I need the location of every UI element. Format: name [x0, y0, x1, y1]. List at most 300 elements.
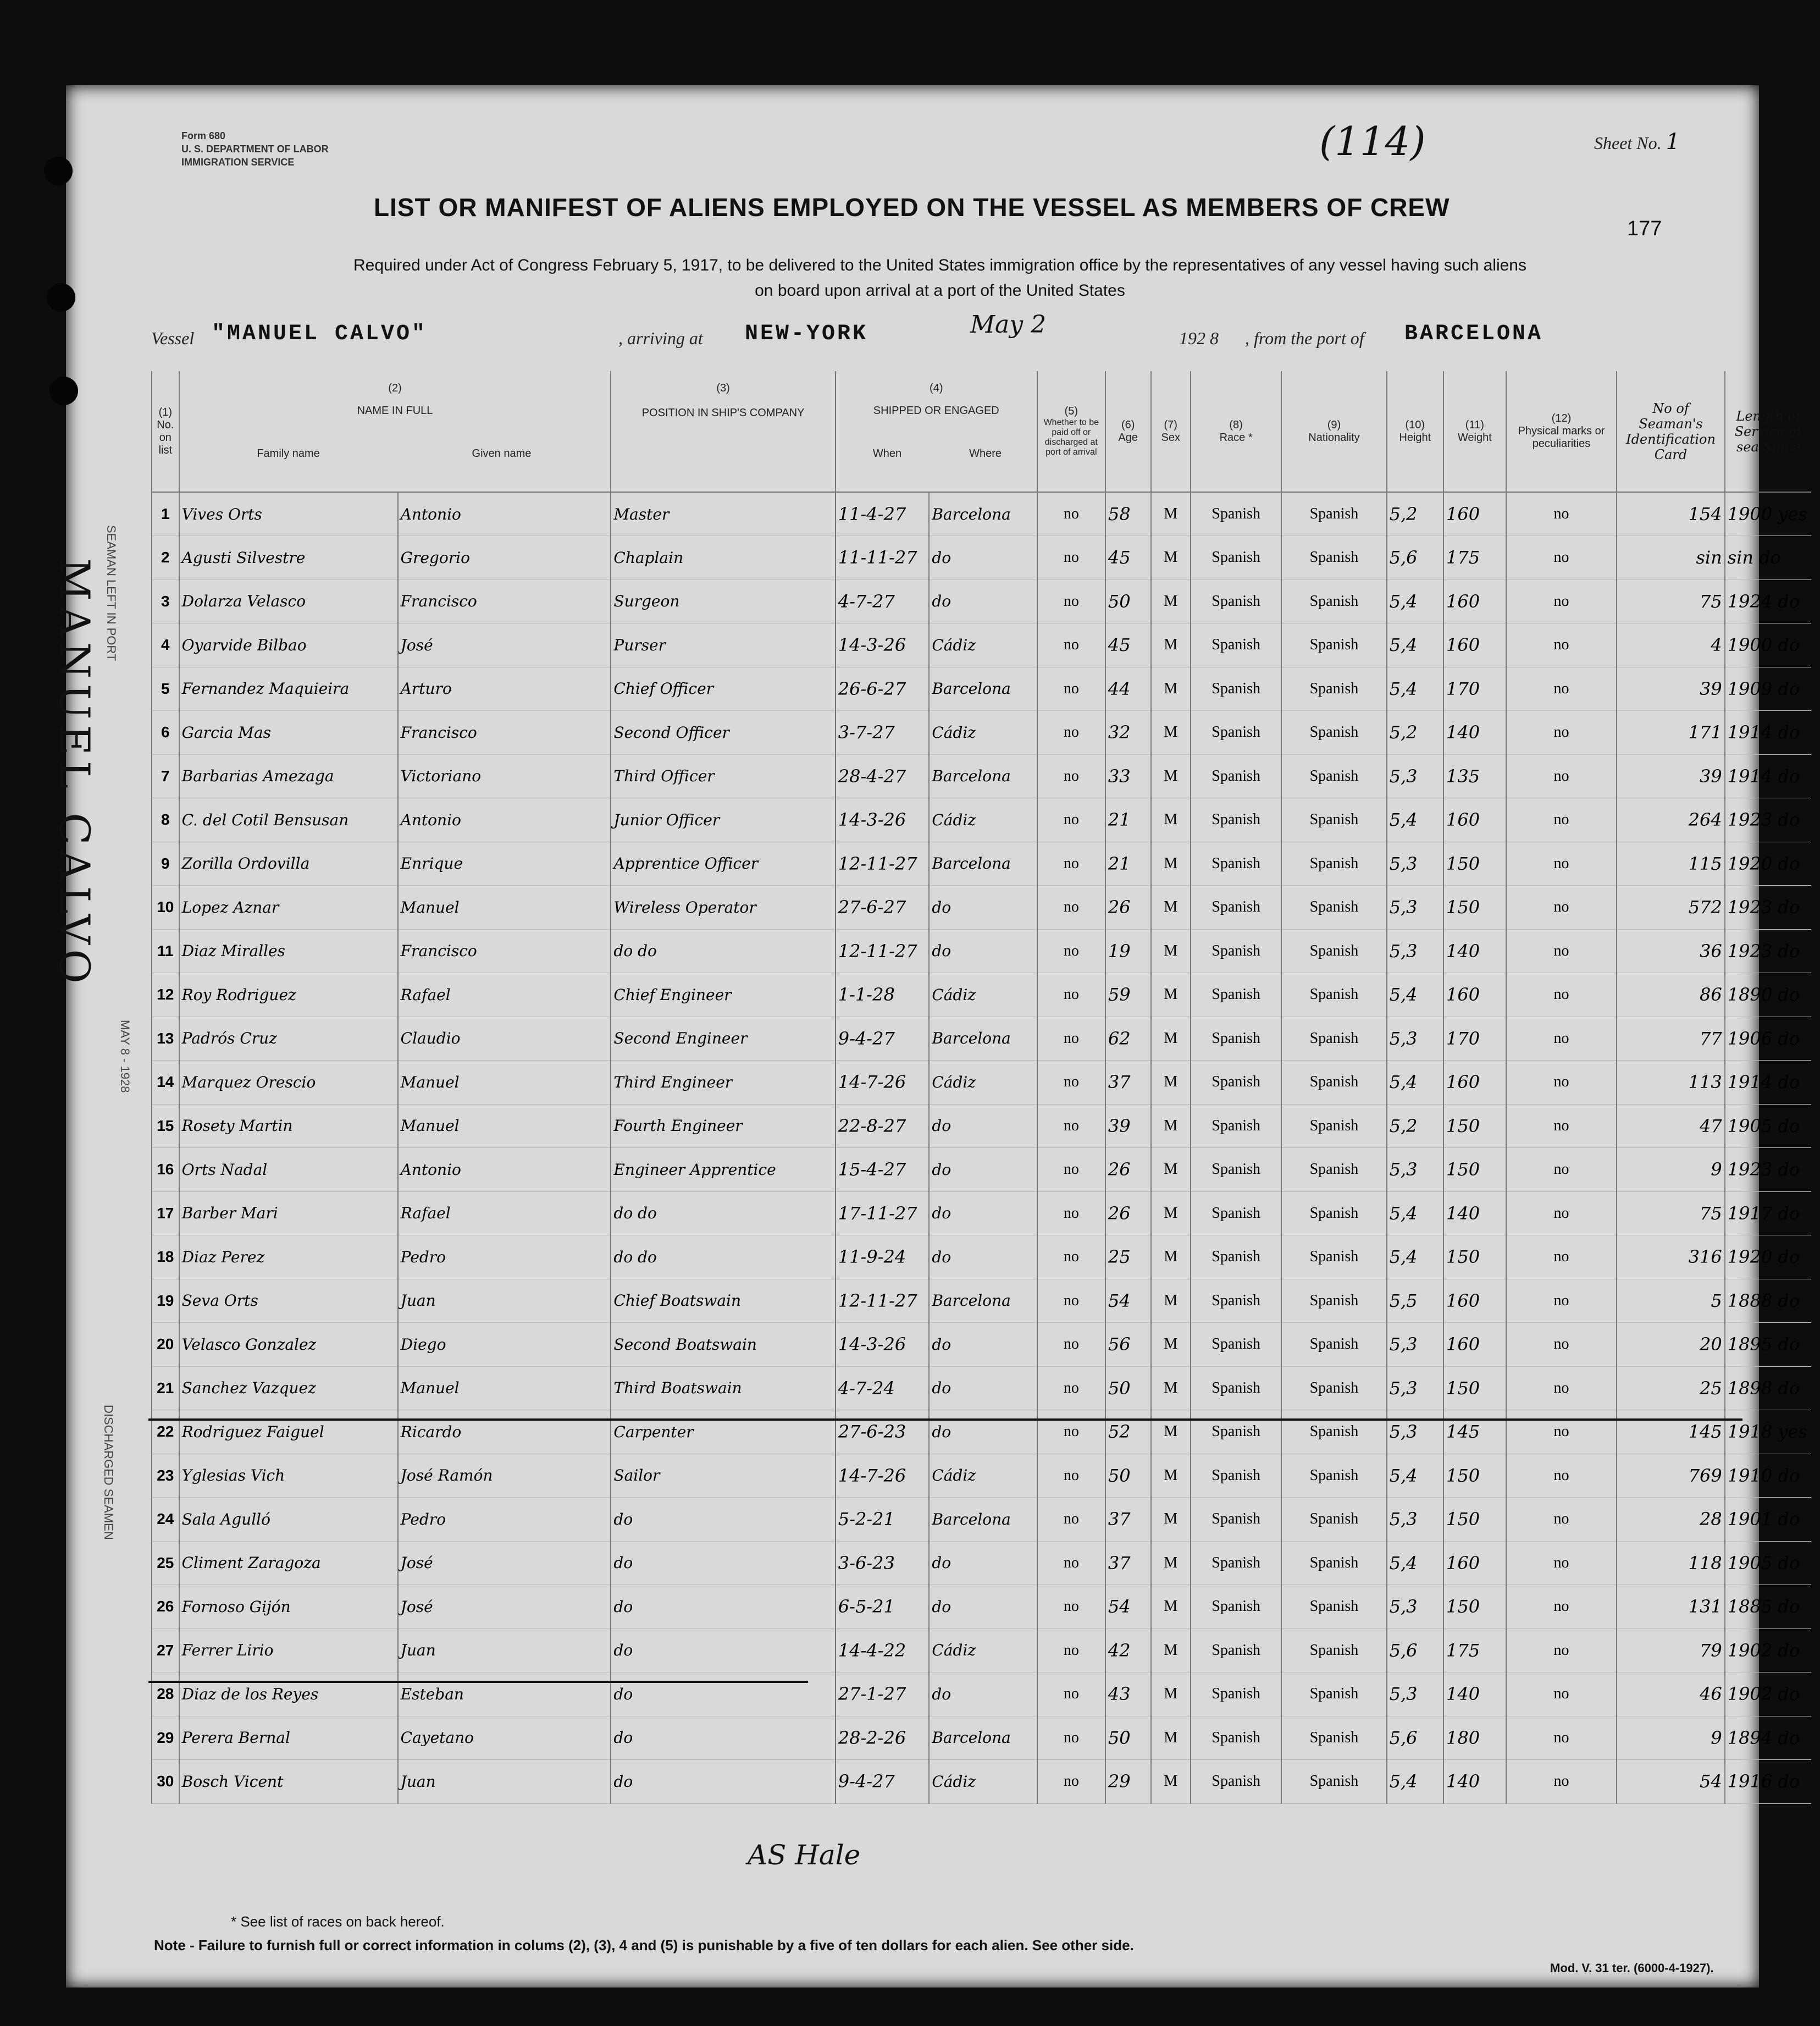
- height-cell: 5,3: [1387, 1585, 1443, 1629]
- origin-port: BARCELONA: [1404, 322, 1544, 346]
- age-cell: 42: [1105, 1628, 1151, 1672]
- position-cell: Chief Engineer: [611, 973, 835, 1017]
- footer-note-label: Note: [154, 1937, 186, 1953]
- binder-hole: [44, 157, 73, 185]
- height-cell: 5,3: [1387, 1410, 1443, 1454]
- height-cell: 5,4: [1387, 1061, 1443, 1105]
- sex-cell: M: [1151, 1672, 1191, 1716]
- family-name-cell: Marquez Orescio: [179, 1061, 398, 1105]
- family-name-cell: Ferrer Lirio: [179, 1628, 398, 1672]
- service-since-cell: 1888 do: [1725, 1279, 1811, 1323]
- id-card-number-cell: 9: [1617, 1148, 1724, 1192]
- age-cell: 33: [1105, 754, 1151, 798]
- physical-marks-cell: no: [1506, 711, 1617, 755]
- stamp-number: 177: [1627, 217, 1662, 240]
- position-cell: Third Officer: [611, 754, 835, 798]
- row-number-cell: 3: [152, 579, 179, 623]
- race-cell: Spanish: [1191, 842, 1281, 886]
- position-cell: Second Officer: [611, 711, 835, 755]
- age-cell: 39: [1105, 1104, 1151, 1148]
- table-row: [152, 623, 1811, 667]
- paid-off-cell: no: [1037, 1323, 1105, 1367]
- shipped-where-cell: Cádiz: [929, 798, 1037, 842]
- age-cell: 59: [1105, 973, 1151, 1017]
- age-cell: 52: [1105, 1410, 1151, 1454]
- nationality-cell: Spanish: [1281, 667, 1386, 711]
- service-since-cell: 1923 do: [1725, 798, 1811, 842]
- shipped-when-cell: 17-11-27: [836, 1191, 930, 1235]
- table-row: [152, 492, 1811, 536]
- nationality-cell: Spanish: [1281, 1498, 1386, 1542]
- row-number-cell: 28: [152, 1672, 179, 1716]
- height-cell: 5,4: [1387, 798, 1443, 842]
- shipped-when-cell: 28-2-26: [836, 1716, 930, 1760]
- sex-cell: M: [1151, 1454, 1191, 1498]
- id-card-number-cell: 5: [1617, 1279, 1724, 1323]
- shipped-where-cell: Cádiz: [929, 711, 1037, 755]
- family-name-cell: Fornoso Gijón: [179, 1585, 398, 1629]
- arrival-date: May 2: [970, 311, 1047, 339]
- table-row: [152, 667, 1811, 711]
- physical-marks-cell: no: [1506, 579, 1617, 623]
- age-cell: 54: [1105, 1279, 1151, 1323]
- shipped-when-cell: 9-4-27: [836, 1017, 930, 1061]
- age-cell: 25: [1105, 1235, 1151, 1279]
- nationality-cell: Spanish: [1281, 973, 1386, 1017]
- race-cell: Spanish: [1191, 1585, 1281, 1629]
- family-name-cell: Climent Zaragoza: [179, 1541, 398, 1585]
- table-row: [152, 798, 1811, 842]
- age-cell: 50: [1105, 1454, 1151, 1498]
- sex-cell: M: [1151, 842, 1191, 886]
- sex-cell: M: [1151, 973, 1191, 1017]
- nationality-cell: Spanish: [1281, 886, 1386, 930]
- paid-off-cell: no: [1037, 754, 1105, 798]
- position-cell: do do: [611, 1191, 835, 1235]
- service-since-cell: 1923 do: [1725, 1148, 1811, 1192]
- id-card-number-cell: 316: [1617, 1235, 1724, 1279]
- service-since-cell: 1902 do: [1725, 1672, 1811, 1716]
- service-since-cell: 1905 do: [1725, 1104, 1811, 1148]
- physical-marks-cell: no: [1506, 1323, 1617, 1367]
- physical-marks-cell: no: [1506, 929, 1617, 973]
- footer-note-races: * See list of races on back hereof.: [231, 1913, 445, 1930]
- shipped-when-cell: 14-7-26: [836, 1061, 930, 1105]
- strike-line: [148, 1418, 1742, 1421]
- service-since-cell: sin do: [1725, 536, 1811, 580]
- height-cell: 5,4: [1387, 1760, 1443, 1804]
- paid-off-cell: no: [1037, 1454, 1105, 1498]
- nationality-cell: Spanish: [1281, 623, 1386, 667]
- given-name-cell: Cayetano: [398, 1716, 611, 1760]
- table-row: [152, 1148, 1811, 1192]
- family-name-cell: Perera Bernal: [179, 1716, 398, 1760]
- id-card-number-cell: 47: [1617, 1104, 1724, 1148]
- sex-cell: M: [1151, 1585, 1191, 1629]
- race-cell: Spanish: [1191, 1498, 1281, 1542]
- position-cell: Junior Officer: [611, 798, 835, 842]
- nationality-cell: Spanish: [1281, 1104, 1386, 1148]
- id-card-number-cell: 264: [1617, 798, 1724, 842]
- shipped-where-cell: do: [929, 1585, 1037, 1629]
- paid-off-cell: no: [1037, 1235, 1105, 1279]
- family-name-cell: Sanchez Vazquez: [179, 1366, 398, 1410]
- family-name-cell: Rosety Martin: [179, 1104, 398, 1148]
- given-name-cell: Arturo: [398, 667, 611, 711]
- position-cell: Chief Boatswain: [611, 1279, 835, 1323]
- race-cell: Spanish: [1191, 492, 1281, 536]
- nationality-cell: Spanish: [1281, 1148, 1386, 1192]
- footer-note: [154, 1937, 1134, 1954]
- row-number-cell: 13: [152, 1017, 179, 1061]
- table-row: [152, 1366, 1811, 1410]
- age-cell: 26: [1105, 1191, 1151, 1235]
- physical-marks-cell: no: [1506, 1279, 1617, 1323]
- age-cell: 37: [1105, 1061, 1151, 1105]
- weight-cell: 160: [1443, 492, 1506, 536]
- row-number-cell: 24: [152, 1498, 179, 1542]
- table-row: [152, 754, 1811, 798]
- id-card-number-cell: 39: [1617, 667, 1724, 711]
- service-since-cell: 1885 do: [1725, 1585, 1811, 1629]
- age-cell: 50: [1105, 1366, 1151, 1410]
- row-number-cell: 12: [152, 973, 179, 1017]
- shipped-where-cell: Barcelona: [929, 842, 1037, 886]
- sex-cell: M: [1151, 1323, 1191, 1367]
- race-cell: Spanish: [1191, 798, 1281, 842]
- header-height: (10) Height: [1387, 371, 1443, 492]
- given-name-cell: Victoriano: [398, 754, 611, 798]
- given-name-cell: Diego: [398, 1323, 611, 1367]
- family-name-cell: Bosch Vicent: [179, 1760, 398, 1804]
- id-card-number-cell: 39: [1617, 754, 1724, 798]
- weight-cell: 170: [1443, 667, 1506, 711]
- family-name-cell: Diaz Perez: [179, 1235, 398, 1279]
- service-since-cell: 1898 do: [1725, 1366, 1811, 1410]
- shipped-when-cell: 26-6-27: [836, 667, 930, 711]
- height-cell: 5,3: [1387, 1323, 1443, 1367]
- given-name-cell: Manuel: [398, 1104, 611, 1148]
- header-position: (3) POSITION IN SHIP'S COMPANY: [611, 371, 835, 492]
- height-cell: 5,3: [1387, 1148, 1443, 1192]
- crew-table: [151, 371, 1811, 1804]
- id-card-number-cell: 75: [1617, 579, 1724, 623]
- weight-cell: 180: [1443, 1716, 1506, 1760]
- physical-marks-cell: no: [1506, 1541, 1617, 1585]
- shipped-when-cell: 3-7-27: [836, 711, 930, 755]
- nationality-cell: Spanish: [1281, 1716, 1386, 1760]
- given-name-cell: Manuel: [398, 886, 611, 930]
- sex-cell: M: [1151, 1541, 1191, 1585]
- nationality-cell: Spanish: [1281, 1760, 1386, 1804]
- paid-off-cell: no: [1037, 1191, 1105, 1235]
- nationality-cell: Spanish: [1281, 1279, 1386, 1323]
- row-number-cell: 15: [152, 1104, 179, 1148]
- height-cell: 5,4: [1387, 667, 1443, 711]
- height-cell: 5,2: [1387, 1104, 1443, 1148]
- service-since-cell: 1914 do: [1725, 754, 1811, 798]
- given-name-cell: José: [398, 623, 611, 667]
- physical-marks-cell: no: [1506, 536, 1617, 580]
- table-row: [152, 842, 1811, 886]
- subtitle: [176, 253, 1704, 303]
- arrival-year: 192 8: [1179, 328, 1219, 348]
- shipped-when-cell: 27-1-27: [836, 1672, 930, 1716]
- position-cell: do: [611, 1498, 835, 1542]
- position-cell: Carpenter: [611, 1410, 835, 1454]
- service-since-cell: 1923 do: [1725, 929, 1811, 973]
- id-card-number-cell: 572: [1617, 886, 1724, 930]
- nationality-cell: Spanish: [1281, 929, 1386, 973]
- row-number-cell: 9: [152, 842, 179, 886]
- header-when: When: [872, 448, 902, 460]
- paid-off-cell: no: [1037, 1628, 1105, 1672]
- position-cell: Third Boatswain: [611, 1366, 835, 1410]
- position-cell: Second Engineer: [611, 1017, 835, 1061]
- given-name-cell: Manuel: [398, 1061, 611, 1105]
- nationality-cell: Spanish: [1281, 754, 1386, 798]
- table-row: [152, 1541, 1811, 1585]
- family-name-cell: Vives Orts: [179, 492, 398, 536]
- shipped-where-cell: do: [929, 1672, 1037, 1716]
- shipped-when-cell: 4-7-27: [836, 579, 930, 623]
- physical-marks-cell: no: [1506, 623, 1617, 667]
- race-cell: Spanish: [1191, 711, 1281, 755]
- row-number-cell: 25: [152, 1541, 179, 1585]
- arriving-label: , arriving at: [618, 328, 703, 348]
- vessel-line: [151, 311, 1745, 355]
- shipped-where-cell: Barcelona: [929, 1017, 1037, 1061]
- given-name-cell: Antonio: [398, 492, 611, 536]
- binder-hole: [49, 377, 78, 405]
- physical-marks-cell: no: [1506, 1716, 1617, 1760]
- weight-cell: 150: [1443, 1498, 1506, 1542]
- race-cell: Spanish: [1191, 1716, 1281, 1760]
- height-cell: 5,3: [1387, 842, 1443, 886]
- paid-off-cell: no: [1037, 536, 1105, 580]
- family-name-cell: Sala Agulló: [179, 1498, 398, 1542]
- race-cell: Spanish: [1191, 1235, 1281, 1279]
- strike-line: [148, 1681, 808, 1683]
- race-cell: Spanish: [1191, 1323, 1281, 1367]
- row-number-cell: 19: [152, 1279, 179, 1323]
- service-since-cell: 1894 do: [1725, 1716, 1811, 1760]
- nationality-cell: Spanish: [1281, 842, 1386, 886]
- position-cell: do: [611, 1760, 835, 1804]
- paid-off-cell: no: [1037, 1061, 1105, 1105]
- weight-cell: 175: [1443, 536, 1506, 580]
- weight-cell: 160: [1443, 623, 1506, 667]
- physical-marks-cell: no: [1506, 667, 1617, 711]
- shipped-where-cell: Barcelona: [929, 667, 1037, 711]
- age-cell: 37: [1105, 1498, 1151, 1542]
- nationality-cell: Spanish: [1281, 1235, 1386, 1279]
- race-cell: Spanish: [1191, 1061, 1281, 1105]
- header-marks: (12) Physical marks or peculiarities: [1506, 371, 1617, 492]
- given-name-cell: Juan: [398, 1760, 611, 1804]
- paid-off-cell: no: [1037, 579, 1105, 623]
- arrival-port: NEW-YORK: [745, 322, 868, 346]
- footer-note-text: - Failure to furnish full or correct information in colums (2), (3), 4 and (5) is punishable by a five of ten dollars for each alien. See other side.: [190, 1937, 1134, 1953]
- sex-cell: M: [1151, 1498, 1191, 1542]
- paid-off-cell: no: [1037, 886, 1105, 930]
- paid-off-cell: no: [1037, 667, 1105, 711]
- weight-cell: 140: [1443, 1760, 1506, 1804]
- table-row: [152, 1104, 1811, 1148]
- height-cell: 5,6: [1387, 1716, 1443, 1760]
- age-cell: 29: [1105, 1760, 1151, 1804]
- race-cell: Spanish: [1191, 1017, 1281, 1061]
- physical-marks-cell: no: [1506, 1498, 1617, 1542]
- row-number-cell: 5: [152, 667, 179, 711]
- header-nationality: (9) Nationality: [1281, 371, 1386, 492]
- family-name-cell: Rodriguez Faiguel: [179, 1410, 398, 1454]
- age-cell: 56: [1105, 1323, 1151, 1367]
- side-stamp: MAY 8 - 1928: [118, 1020, 132, 1093]
- nationality-cell: Spanish: [1281, 536, 1386, 580]
- physical-marks-cell: no: [1506, 1104, 1617, 1148]
- table-row: [152, 1061, 1811, 1105]
- sheet-number: [1594, 129, 1680, 154]
- family-name-cell: Diaz de los Reyes: [179, 1672, 398, 1716]
- given-name-cell: José: [398, 1541, 611, 1585]
- given-name-cell: Enrique: [398, 842, 611, 886]
- weight-cell: 135: [1443, 754, 1506, 798]
- service-since-cell: 1910 do: [1725, 1454, 1811, 1498]
- shipped-when-cell: 11-4-27: [836, 492, 930, 536]
- id-card-number-cell: 171: [1617, 711, 1724, 755]
- table-row: [152, 1628, 1811, 1672]
- weight-cell: 175: [1443, 1628, 1506, 1672]
- age-cell: 26: [1105, 886, 1151, 930]
- sex-cell: M: [1151, 536, 1191, 580]
- table-row: [152, 1410, 1811, 1454]
- paid-off-cell: no: [1037, 1760, 1105, 1804]
- shipped-when-cell: 14-7-26: [836, 1454, 930, 1498]
- position-cell: do do: [611, 929, 835, 973]
- footer-model: Mod. V. 31 ter. (6000-4-1927).: [1550, 1961, 1714, 1975]
- family-name-cell: Velasco Gonzalez: [179, 1323, 398, 1367]
- race-cell: Spanish: [1191, 1454, 1281, 1498]
- header-card: No of Seaman's Identification Card: [1617, 371, 1724, 492]
- height-cell: 5,5: [1387, 1279, 1443, 1323]
- weight-cell: 170: [1443, 1017, 1506, 1061]
- physical-marks-cell: no: [1506, 1235, 1617, 1279]
- sex-cell: M: [1151, 1104, 1191, 1148]
- weight-cell: 150: [1443, 842, 1506, 886]
- family-name-cell: Barber Mari: [179, 1191, 398, 1235]
- given-name-cell: Juan: [398, 1628, 611, 1672]
- family-name-cell: Fernandez Maquieira: [179, 667, 398, 711]
- sex-cell: M: [1151, 1410, 1191, 1454]
- header-paid-off: (5) Whether to be paid off or discharged at port of arrival: [1037, 371, 1105, 492]
- id-card-number-cell: 769: [1617, 1454, 1724, 1498]
- shipped-where-cell: do: [929, 1366, 1037, 1410]
- race-cell: Spanish: [1191, 536, 1281, 580]
- row-number-cell: 2: [152, 536, 179, 580]
- paid-off-cell: no: [1037, 842, 1105, 886]
- id-card-number-cell: 77: [1617, 1017, 1724, 1061]
- weight-cell: 160: [1443, 1541, 1506, 1585]
- race-cell: Spanish: [1191, 1760, 1281, 1804]
- row-number-cell: 29: [152, 1716, 179, 1760]
- physical-marks-cell: no: [1506, 1454, 1617, 1498]
- given-name-cell: Rafael: [398, 973, 611, 1017]
- physical-marks-cell: no: [1506, 1760, 1617, 1804]
- given-name-cell: Pedro: [398, 1498, 611, 1542]
- row-number-cell: 20: [152, 1323, 179, 1367]
- nationality-cell: Spanish: [1281, 1323, 1386, 1367]
- family-name-cell: Barbarias Amezaga: [179, 754, 398, 798]
- age-cell: 45: [1105, 623, 1151, 667]
- subtitle-line-1: Required under Act of Congress February 5, 1917, to be delivered to the United States immigration office by the representatives of any vessel having such aliens: [353, 256, 1526, 274]
- given-name-cell: Pedro: [398, 1235, 611, 1279]
- row-number-cell: 1: [152, 492, 179, 536]
- shipped-when-cell: 5-2-21: [836, 1498, 930, 1542]
- nationality-cell: Spanish: [1281, 798, 1386, 842]
- sex-cell: M: [1151, 492, 1191, 536]
- sex-cell: M: [1151, 1191, 1191, 1235]
- height-cell: 5,4: [1387, 1541, 1443, 1585]
- weight-cell: 160: [1443, 1323, 1506, 1367]
- row-number-cell: 18: [152, 1235, 179, 1279]
- page-number: (114): [1319, 118, 1426, 164]
- table-row: [152, 1235, 1811, 1279]
- row-number-cell: 16: [152, 1148, 179, 1192]
- side-stamp: SEAMAN LEFT IN PORT: [104, 525, 118, 661]
- age-cell: 26: [1105, 1148, 1151, 1192]
- weight-cell: 160: [1443, 798, 1506, 842]
- sex-cell: M: [1151, 1760, 1191, 1804]
- age-cell: 21: [1105, 842, 1151, 886]
- sex-cell: M: [1151, 1628, 1191, 1672]
- sex-cell: M: [1151, 1279, 1191, 1323]
- weight-cell: 150: [1443, 1366, 1506, 1410]
- id-card-number-cell: 154: [1617, 492, 1724, 536]
- height-cell: 5,4: [1387, 1191, 1443, 1235]
- shipped-where-cell: do: [929, 1148, 1037, 1192]
- age-cell: 43: [1105, 1672, 1151, 1716]
- shipped-when-cell: 12-11-27: [836, 842, 930, 886]
- physical-marks-cell: no: [1506, 1148, 1617, 1192]
- row-number-cell: 27: [152, 1628, 179, 1672]
- race-cell: Spanish: [1191, 973, 1281, 1017]
- race-cell: Spanish: [1191, 886, 1281, 930]
- signature: AS Hale: [748, 1839, 861, 1871]
- given-name-cell: Antonio: [398, 1148, 611, 1192]
- form-number: Form 680: [181, 130, 226, 141]
- id-card-number-cell: 4: [1617, 623, 1724, 667]
- race-cell: Spanish: [1191, 754, 1281, 798]
- side-vessel-name: MANUEL CALVO: [50, 558, 99, 989]
- weight-cell: 140: [1443, 1191, 1506, 1235]
- position-cell: do: [611, 1541, 835, 1585]
- table-row: [152, 1191, 1811, 1235]
- header-given: Given name: [472, 448, 532, 460]
- position-cell: Purser: [611, 623, 835, 667]
- race-cell: Spanish: [1191, 579, 1281, 623]
- table-row: [152, 1498, 1811, 1542]
- shipped-when-cell: 27-6-27: [836, 886, 930, 930]
- nationality-cell: Spanish: [1281, 1410, 1386, 1454]
- family-name-cell: Seva Orts: [179, 1279, 398, 1323]
- service-since-cell: 1906 do: [1725, 1017, 1811, 1061]
- weight-cell: 150: [1443, 1585, 1506, 1629]
- form-header: [181, 129, 329, 169]
- shipped-where-cell: do: [929, 1541, 1037, 1585]
- id-card-number-cell: 118: [1617, 1541, 1724, 1585]
- nationality-cell: Spanish: [1281, 1541, 1386, 1585]
